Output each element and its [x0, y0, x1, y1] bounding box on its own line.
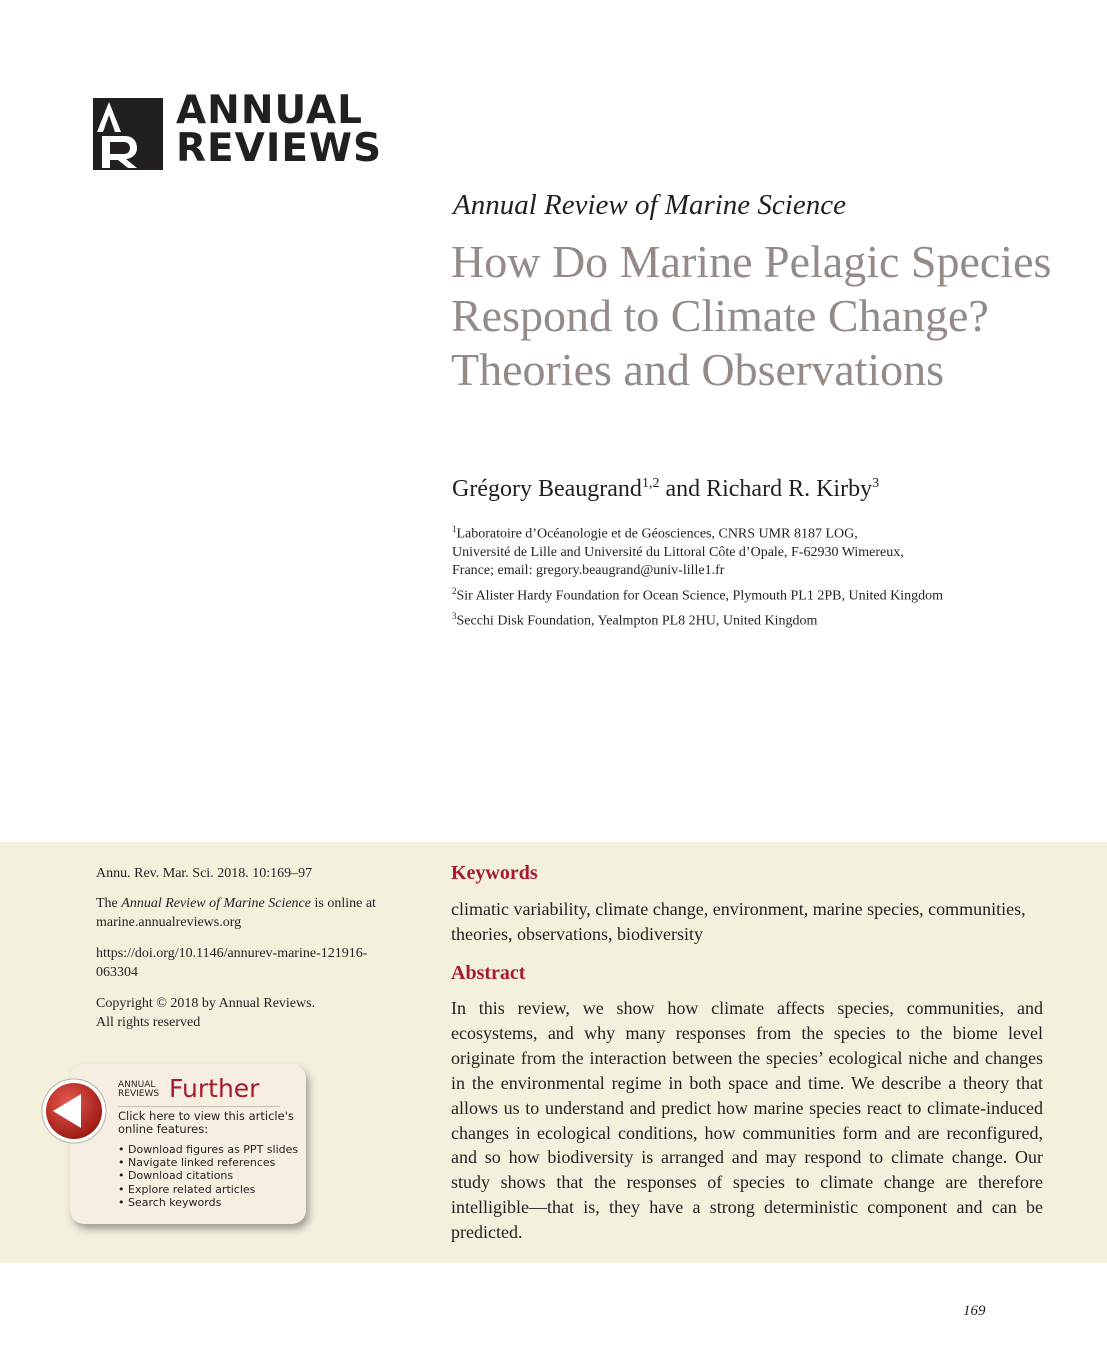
affiliation-1-line-2: Université de Lille and Université du Littoral Côte d’Opale, F-62930 Wimereux, [452, 544, 904, 560]
page-number: 169 [963, 1303, 986, 1319]
affiliation-2-number: 2 [452, 586, 457, 596]
author-1: Grégory Beaugrand [452, 476, 642, 502]
affiliation-1-line-3: France; email: gregory.beaugrand@univ-lille1.fr [452, 562, 725, 578]
logo-line1: ANNUAL [176, 88, 363, 133]
annual-reviews-logo-icon [93, 98, 163, 170]
affiliation-1-number: 1 [452, 524, 457, 534]
online-url[interactable]: marine.annualreviews.org [96, 915, 242, 930]
back-arrow-icon[interactable] [41, 1078, 107, 1144]
doi-line-1[interactable]: https://doi.org/10.1146/annurev-marine-121916- [96, 946, 368, 961]
copyright-line-1: Copyright © 2018 by Annual Reviews. [96, 996, 316, 1011]
doi[interactable] [96, 944, 416, 982]
abstract-text: In this review, we show how climate affects species, communities, and ecosystems, and why many responses from the species to the biome level originate from the interaction between the species’ ecological niche and changes in the environmental regime in both space and time. We describe a theory that allows us to understand and predict how marine species react to climate-induced changes in ecological conditions, how communities form and are reconfigured, and so how biodiversity is arranged and may respond to climate change. Our study shows that the responses of species to climate change are therefore intelligible—that is, they have a strong deterministic component and can be predicted. [451, 998, 1043, 1243]
affiliation-3-number: 3 [452, 611, 457, 621]
list-item: • Download figures as PPT slides [118, 1143, 298, 1156]
online-note [96, 894, 416, 932]
doi-line-2[interactable]: 063304 [96, 965, 138, 980]
online-prefix: The [96, 896, 122, 911]
author-2: Richard R. Kirby [706, 476, 873, 502]
authors-and: and [659, 476, 707, 502]
affiliation-2 [452, 582, 1052, 606]
further-description [118, 1110, 298, 1136]
list-item: • Download citations [118, 1169, 298, 1182]
list-item: • Search keywords [118, 1196, 298, 1209]
list-item: • Navigate linked references [118, 1156, 298, 1169]
keywords-text: climatic variability, climate change, environment, marine species, communities, theories, observations, biodiversity [451, 899, 1026, 944]
copyright-line-2: All rights reserved [96, 1015, 201, 1030]
keywords-heading: Keywords [451, 862, 538, 884]
author-2-affil: 3 [872, 476, 880, 491]
online-suffix: is online at [310, 896, 376, 911]
further-title: Further [169, 1074, 260, 1103]
further-brand-line-2: REVIEWS [118, 1089, 160, 1099]
logo-wordmark [176, 88, 383, 171]
further-brand [118, 1081, 159, 1099]
further-divider [118, 1106, 280, 1107]
affiliation-2-line-1: Sir Alister Hardy Foundation for Ocean Science, Plymouth PL1 2PB, United Kingdom [456, 588, 943, 604]
abstract-heading: Abstract [451, 962, 526, 984]
click-here-link[interactable]: Click here [118, 1109, 175, 1123]
affiliation-1-line-1: Laboratoire d’Océanologie et de Géosciences, CNRS UMR 8187 LOG, [456, 526, 858, 542]
affiliation-3 [452, 607, 1052, 631]
article-title: How Do Marine Pelagic Species Respond to Climate Change? Theories and Observations [451, 236, 1052, 395]
further-feature-list [118, 1143, 298, 1209]
citation: Annu. Rev. Mar. Sci. 2018. 10:169–97 [96, 866, 313, 881]
list-item: • Explore related articles [118, 1183, 298, 1196]
further-brand-line-1: ANNUAL [118, 1080, 156, 1090]
author-1-affil: 1,2 [641, 476, 660, 491]
journal-name: Annual Review of Marine Science [453, 189, 846, 221]
logo-line2: REVIEWS [176, 126, 383, 171]
further-description-rest: to view this article's online features: [118, 1109, 294, 1136]
authors [452, 476, 879, 503]
annual-reviews-logo [93, 88, 383, 172]
online-journal: Annual Review of Marine Science [121, 896, 311, 911]
affiliation-1 [452, 520, 1052, 580]
affiliation-3-line-1: Secchi Disk Foundation, Yealmpton PL8 2HU, United Kingdom [456, 613, 818, 629]
copyright [96, 994, 416, 1032]
